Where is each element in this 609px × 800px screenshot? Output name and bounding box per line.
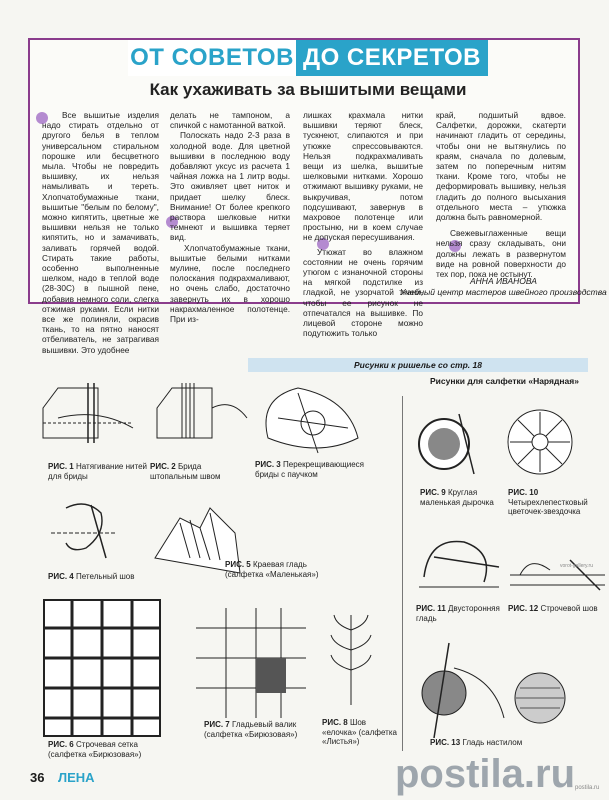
- figure-7-caption: [204, 720, 324, 739]
- figure-2-illustration: [152, 378, 252, 460]
- figure-text: Натягивание нитей для бриды: [48, 462, 147, 481]
- column-divider: [402, 396, 403, 751]
- figure-5-caption: [225, 560, 335, 579]
- figure-7-illustration: [196, 608, 306, 718]
- figure-text: Двусторонняя гладь: [416, 604, 500, 623]
- header-right: ДО СЕКРЕТОВ: [296, 40, 488, 76]
- figure-number: РИС. 5: [225, 560, 251, 569]
- figure-number: РИС. 6: [48, 740, 74, 749]
- paragraph: Полоскать надо 2-3 раза в холодной воде. Для цветной вышивки в последнюю воду добавляют уксус из расчета 1 чайная ложка на 1 литр воды. Это оживляет цвет ниток и придает шелку блеск. Внимание! От более крепкого раствора шелковые нитки темнеют и вышивка теряет вид.: [170, 130, 290, 243]
- page-number: 36: [30, 770, 45, 785]
- paragraph: Утюжат во влажном состоянии не очень горячим утюгом с изнаночной стороны на мягкой подстилке из гладкой, не узорчатой ткани, чтобы ее рисунок не отпечатался на вышивке. По лицевой стороне можно подутюжить только: [303, 246, 423, 339]
- watermark: postila.ru: [395, 752, 576, 796]
- figure-11-caption: [416, 604, 506, 623]
- figure-number: РИС. 11: [416, 604, 446, 613]
- figure-1-illustration: [38, 378, 138, 460]
- header-left: ОТ СОВЕТОВ: [128, 40, 296, 76]
- figure-2-caption: [150, 462, 245, 481]
- figure-number: РИС. 8: [322, 718, 348, 727]
- figure-8-caption: [322, 718, 397, 747]
- figure-text: Гладь настилом: [462, 738, 523, 747]
- article-subtitle: Как ухаживать за вышитыми вещами: [149, 80, 467, 99]
- figure-number: РИС. 13: [430, 738, 461, 747]
- figure-3-caption: [255, 460, 375, 479]
- figure-text: Круглая маленькая дырочка: [420, 488, 494, 507]
- figure-text: Петельный шов: [76, 572, 135, 581]
- figure-number: РИС. 3: [255, 460, 281, 469]
- figure-8-illustration: [326, 610, 376, 710]
- figure-10-illustration: [505, 404, 575, 479]
- paragraph: Хлопчатобумажные ткани, вышитые белыми нитками мулине, после последнего полоскания подкрахмаливают, но очень слабо, достаточно завернуть их в хорошо накрахмаленное полотенце. При из-: [170, 242, 290, 325]
- figure-text: Краевая гладь (салфетка «Маленькая»): [225, 560, 319, 579]
- figure-13b-illustration: [510, 668, 570, 728]
- paragraph: Свежевыглаженные вещи нельзя сразу складывать, они должны лежать в развернутом виде на ровной поверхности до тех пор, пока не остынут.: [436, 228, 566, 280]
- figure-12-caption: [508, 604, 608, 614]
- figure-number: РИС. 9: [420, 488, 446, 497]
- figure-number: РИС. 7: [204, 720, 230, 729]
- figure-11-illustration: [414, 527, 504, 602]
- watermark-url: postila.ru: [575, 785, 600, 791]
- figure-text: Строчевой шов: [540, 604, 598, 613]
- figure-6-illustration: [42, 598, 162, 738]
- paragraph: край, подшитый вдвое. Салфетки, дорожки, скатерти начинают гладить от середины, чтобы они не вытянулись по краям, сначала по долевым, затем по поперечным нитям ткани. Кроме того, чтобы не деформировать вышивку, нельзя гладить до полного высыхания отдельного места – утюжка должна быть равномерной.: [436, 110, 566, 223]
- figure-text: Четырехлепестковый цветочек-звездочка: [508, 497, 588, 516]
- author-organization: Учебный центр мастеров швейного производства: [400, 287, 607, 297]
- article-column-4: [436, 110, 566, 279]
- figure-9-caption: [420, 488, 498, 507]
- magazine-name: ЛЕНА: [58, 770, 95, 785]
- figure-12-illustration: [510, 550, 605, 600]
- paragraph: Все вышитые изделия надо стирать отдельно от другого белья в теплом универсальном стиральном порошке или бесцветного мыла. Чтобы не повредить вышивку, их нельзя намыливать и тереть. Хлопчатобумажные ткани, вышитые "белым по белому", можно кипятить, цветные же вышивки нельзя не только кипятить, но и замачивать, заливать горячей водой. Стирать такие работы, особенно выполненные шелком, надо в теплой воде (28-30С) в пышной пене, добавив немного соли, слегка отжимая руками. Если нитки все же полиняли, окрасив ткань, то на пятно наносят отбеливатель, не затрагивая вышивки. Это удобнее: [42, 110, 159, 355]
- author-name: АННА ИВАНОВА: [470, 276, 537, 286]
- figure-13-caption: [430, 738, 580, 748]
- figure-4-illustration: [46, 493, 126, 563]
- figure-number: РИС. 1: [48, 462, 74, 471]
- figure-text: Строчевая сетка (салфетка «Бирюзовая»): [48, 740, 142, 759]
- paragraph: делать не тампоном, а спичкой с намотанной ваткой.: [170, 110, 290, 131]
- article-column-1: [42, 110, 159, 355]
- figure-text: Гладьевый валик (салфетка «Бирюзовая»): [204, 720, 298, 739]
- corner-url: vorot-gallery.ru: [560, 563, 593, 569]
- figure-number: РИС. 12: [508, 604, 539, 613]
- figure-text: Шов «елочка» (салфетка «Листья»): [322, 718, 397, 746]
- figure-3-illustration: [258, 378, 378, 460]
- figure-13-illustration: [414, 638, 514, 738]
- article-column-2: [170, 110, 290, 324]
- figure-9-illustration: [414, 404, 484, 484]
- figure-number: РИС. 4: [48, 572, 74, 581]
- article-column-3: [303, 110, 423, 338]
- figure-1-caption: [48, 462, 148, 481]
- paragraph: лишках крахмала нитки вышивки теряют блеск, тускнеют, слипаются и при утюжке спрессовываются. Нельзя подкрахмаливать вещи из шелка, вышитые шелковыми нитками. Хорошо отжимают вышивку руками, не выкручивая, потом подсушивают, завернув в махровое полотенце или простыню, ни в коем случае не допуская пересушивания.: [303, 110, 423, 243]
- section-bar: Рисунки к ришелье со стр. 18: [248, 358, 588, 372]
- figure-number: РИС. 10: [508, 488, 539, 497]
- figure-10-caption: [508, 488, 600, 517]
- figure-number: РИС. 2: [150, 462, 176, 471]
- figure-text: Брида штопальным швом: [150, 462, 221, 481]
- side-title: Рисунки для салфетки «Нарядная»: [430, 376, 579, 386]
- figure-6-caption: [48, 740, 173, 759]
- figure-text: Перекрещивающиеся бриды с паучком: [255, 460, 364, 479]
- figure-4-caption: [48, 572, 148, 582]
